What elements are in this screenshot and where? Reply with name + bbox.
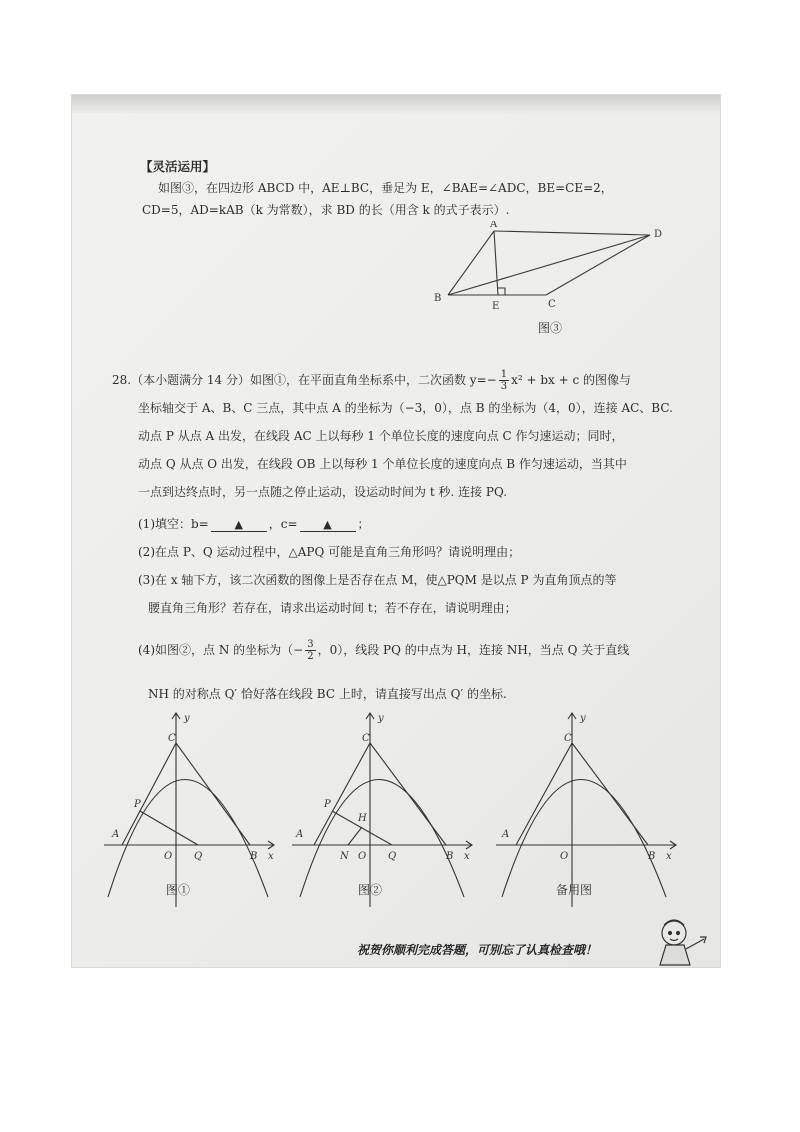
g1-label-y: y [184, 713, 190, 724]
q28-part-4-line-1 [138, 639, 629, 662]
blank-marker: ▲ [234, 518, 243, 531]
part-4-start: (4)如图②，点 N 的坐标为（− [138, 643, 304, 657]
g2-label-p: P [324, 799, 331, 810]
g3-label-c: C [564, 733, 572, 744]
g1-label-c: C [168, 733, 176, 744]
q28-part-3-line-1: (3)在 x 轴下方，该二次函数的图像上是否存在点 M，使△PQM 是以点 P 为直角顶点的等 [138, 573, 617, 587]
footer-message: 祝贺你顺利完成答题，可别忘了认真检查哦！ [357, 943, 598, 957]
part-4-end: ，0），线段 PQ 的中点为 H，连接 NH，当点 Q 关于直线 [317, 643, 630, 657]
fig3-label-e: E [492, 301, 500, 312]
part-1-c-label: ，c= [268, 517, 298, 531]
graph-1-caption: 图① [166, 883, 191, 897]
figure-3-caption: 图③ [538, 321, 563, 335]
g2-label-q: Q [388, 851, 397, 862]
fraction-one-third [499, 369, 509, 392]
part-1-end: ； [357, 517, 370, 531]
part-1-label: (1)填空：b= [138, 517, 209, 531]
g2-label-c: C [362, 733, 370, 744]
frac-numerator: 3 [307, 639, 314, 650]
section-heading: 【灵活运用】 [140, 159, 216, 174]
g2-label-h: H [358, 813, 367, 824]
g2-label-o: O [358, 851, 367, 862]
q28-part-2: (2)在点 P、Q 运动过程中，△APQ 可能是直角三角形吗？请说明理由； [138, 545, 521, 559]
q28-line-5: 一点到达终点时，另一点随之停止运动，设运动时间为 t 秒. 连接 PQ. [138, 485, 508, 499]
g3-label-b: B [648, 851, 656, 862]
q28-line-1-start: 28.（本小题满分 14 分）如图①，在平面直角坐标系中，二次函数 y=− [112, 373, 497, 387]
g1-label-q: Q [194, 851, 203, 862]
intro-line-2: CD=5，AD=kAB（k 为常数），求 BD 的长（用含 k 的式子表示）. [142, 203, 510, 217]
q28-line-3: 动点 P 从点 A 出发，在线段 AC 上以每秒 1 个单位长度的速度向点 C 作匀速运动；同时， [138, 429, 624, 443]
q28-line-1-end: x² + bx + c 的图像与 [511, 373, 632, 387]
q28-line-2: 坐标轴交于 A、B、C 三点，其中点 A 的坐标为（−3，0），点 B 的坐标为（4，0），连接 AC、BC. [138, 401, 673, 415]
g3-label-y: y [580, 713, 586, 724]
g1-label-b: B [250, 851, 258, 862]
frac-denominator: 2 [307, 651, 314, 662]
g1-label-o: O [164, 851, 173, 862]
g3-label-x: x [666, 851, 672, 862]
graph-spare-caption: 备用图 [556, 883, 593, 897]
mascot-icon [652, 915, 712, 967]
g2-label-y: y [378, 713, 384, 724]
fig3-label-c: C [548, 299, 556, 310]
g2-label-x: x [464, 851, 470, 862]
g1-label-x: x [268, 851, 274, 862]
fig3-label-a: A [490, 221, 498, 230]
g1-label-a: A [112, 829, 120, 840]
g1-label-p: P [134, 799, 141, 810]
g2-label-a: A [296, 829, 304, 840]
graph-2-caption: 图② [358, 883, 383, 897]
answer-blank-c[interactable] [300, 517, 356, 532]
q28-part-3-line-2: 腰直角三角形？若存在，请求出运动时间 t；若不存在，请说明理由； [148, 601, 517, 615]
frac-denominator: 3 [500, 381, 508, 392]
q28-part-4-line-2: NH 的对称点 Q′ 恰好落在线段 BC 上时，请直接写出点 Q′ 的坐标. [148, 687, 507, 701]
g2-label-n: N [340, 851, 349, 862]
exam-page [72, 95, 720, 967]
g2-label-b: B [446, 851, 454, 862]
blank-marker: ▲ [323, 518, 332, 531]
fig3-label-d: D [654, 229, 663, 240]
g3-label-o: O [560, 851, 569, 862]
q28-line-4: 动点 Q 从点 O 出发，在线段 OB 上以每秒 1 个单位长度的速度向点 B 作匀速运动，当其中 [138, 457, 627, 471]
q28-part-1 [138, 515, 370, 532]
fraction-three-halves [305, 639, 315, 662]
paper-top-shadow [72, 95, 720, 113]
graph-figure-2 [288, 707, 478, 917]
fig3-label-b: B [434, 293, 442, 304]
answer-blank-b[interactable] [211, 517, 267, 532]
frac-numerator: 1 [500, 369, 508, 380]
intro-line-1: 如图③，在四边形 ABCD 中，AE⊥BC，垂足为 E，∠BAE=∠ADC，BE=CE=2， [158, 181, 613, 195]
q28-line-1 [112, 369, 631, 392]
g3-label-a: A [502, 829, 510, 840]
